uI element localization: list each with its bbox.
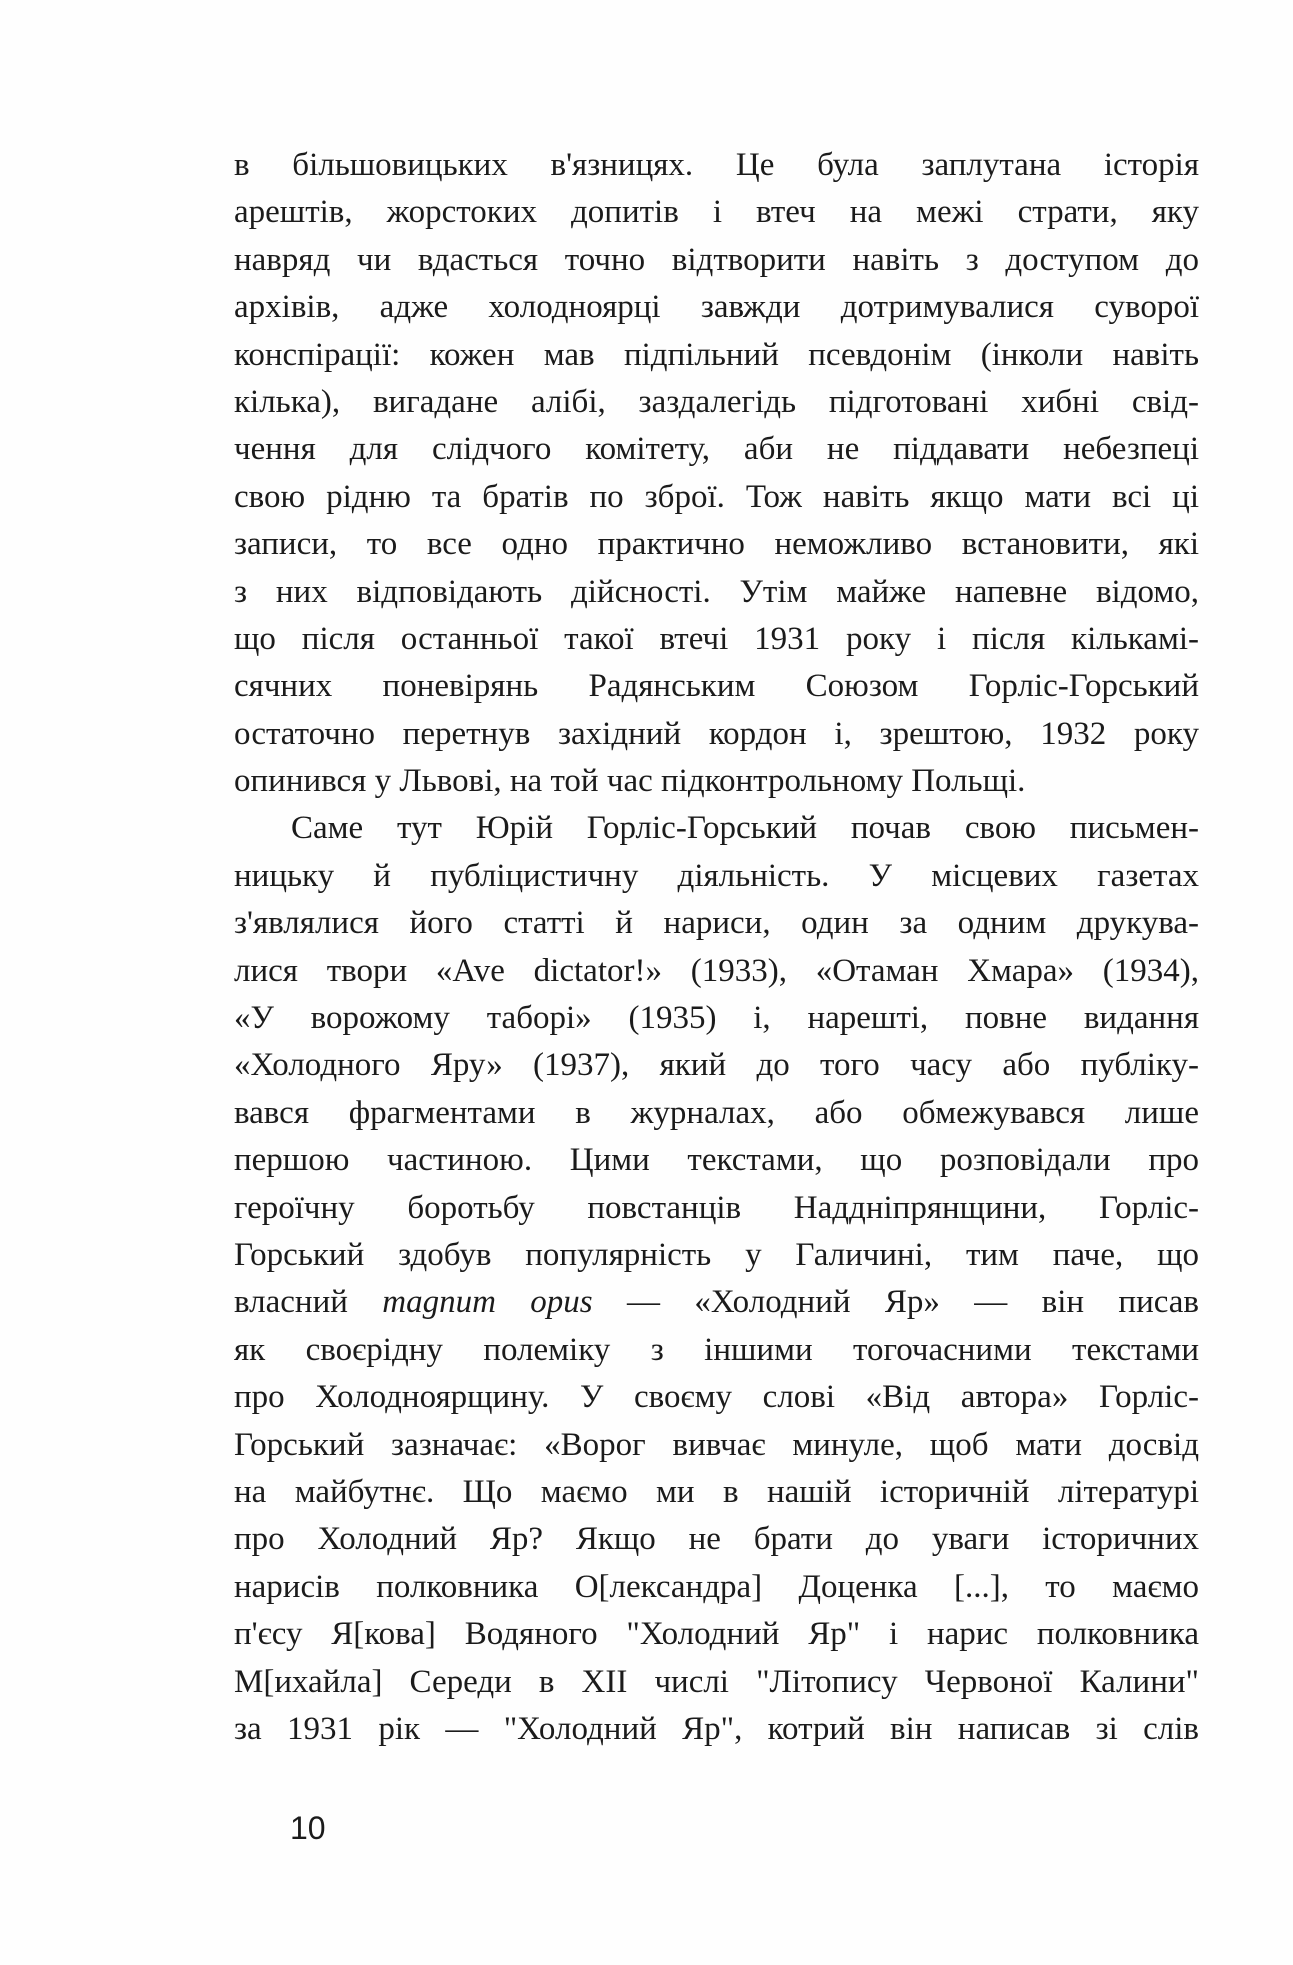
text-line: кілька), вигадане алібі, заздалегідь підготовані хибні свід- (234, 383, 1199, 420)
text-line: з'являлися його статті й нариси, один за одним друкува- (234, 905, 1199, 942)
text-line: записи, то все одно практично неможливо встановити, які (234, 526, 1199, 563)
text-line: свою рідню та братів по зброї. Тож навіть якщо мати всі ці (234, 478, 1199, 515)
italic-phrase: magnum opus (382, 1284, 593, 1321)
text-line: першою частиною. Цими текстами, що розповідали про (234, 1142, 1199, 1179)
text-line: архівів, адже холодноярці завжди дотримувалися суворої (234, 289, 1199, 326)
text-line: навряд чи вдасться точно відтворити навіть з доступом до (234, 241, 1199, 278)
text-line: лися твори «Ave dictator!» (1933), «Отаман Хмара» (1934), (234, 952, 1199, 989)
text-line: «У ворожому таборі» (1935) і, нарешті, повне видання (234, 1000, 1199, 1037)
body-text (234, 142, 1199, 1753)
text-line: за 1931 рік — "Холодний Яр", котрий він написав зі слів (234, 1710, 1199, 1747)
text-line: про Холодний Яр? Якщо не брати до уваги історичних (234, 1521, 1199, 1558)
text-line: Горський зазначає: «Ворог вивчає минуле, щоб мати досвід (234, 1426, 1199, 1463)
text-line: Горський здобув популярність у Галичині, тим паче, що (234, 1236, 1199, 1273)
page-number: 10 (290, 1810, 326, 1846)
text-line: нарисів полковника О[лександра] Доценка [...], то маємо (234, 1568, 1199, 1605)
text-line-with-italic (234, 1279, 1199, 1326)
text-line: в більшовицьких в'язницях. Це була заплутана історія (234, 147, 1199, 183)
text-line: арештів, жорстоких допитів і втеч на межі страти, яку (234, 194, 1199, 231)
text-line: вався фрагментами в журналах, або обмежувався лише (234, 1094, 1199, 1131)
text-line: ницьку й публіцистичну діяльність. У місцевих газетах (234, 857, 1199, 894)
text-line: на майбутнє. Що маємо ми в нашій історичній літературі (234, 1473, 1199, 1510)
paragraph-start-line: Саме тут Юрій Горліс-Горський почав свою письмен- (291, 810, 1199, 847)
text-fragment: — «Холодний Яр» — він писав (627, 1284, 1200, 1321)
text-line: з них відповідають дійсності. Утім майже напевне відомо, (234, 573, 1199, 610)
text-line: «Холодного Яру» (1937), який до того часу або публіку- (234, 1047, 1199, 1084)
text-line: що після останньої такої втечі 1931 року і після кількамі- (234, 620, 1199, 657)
text-line: опинився у Львові, на той час підконтрольному Польщі. (234, 763, 1026, 800)
text-line: остаточно перетнув західний кордон і, зрештою, 1932 року (234, 715, 1199, 752)
text-line: як своєрідну полеміку з іншими тогочасними текстами (234, 1331, 1199, 1368)
text-line: сячних поневірянь Радянським Союзом Горліс-Горський (234, 668, 1199, 705)
text-line: п'єсу Я[кова] Водяного "Холодний Яр" і нарис полковника (234, 1616, 1199, 1653)
text-line: М[ихайла] Середи в XII числі "Літопису Червоної Калини" (234, 1663, 1199, 1700)
text-line: чення для слідчого комітету, аби не піддавати небезпеці (234, 431, 1199, 468)
text-line: героїчну боротьбу повстанців Наддніпрянщини, Горліс- (234, 1189, 1199, 1226)
text-fragment: власний (234, 1284, 348, 1321)
text-line: про Холодноярщину. У своєму слові «Від автора» Горліс- (234, 1379, 1199, 1416)
text-line: конспірації: кожен мав підпільний псевдонім (інколи навіть (234, 336, 1199, 373)
